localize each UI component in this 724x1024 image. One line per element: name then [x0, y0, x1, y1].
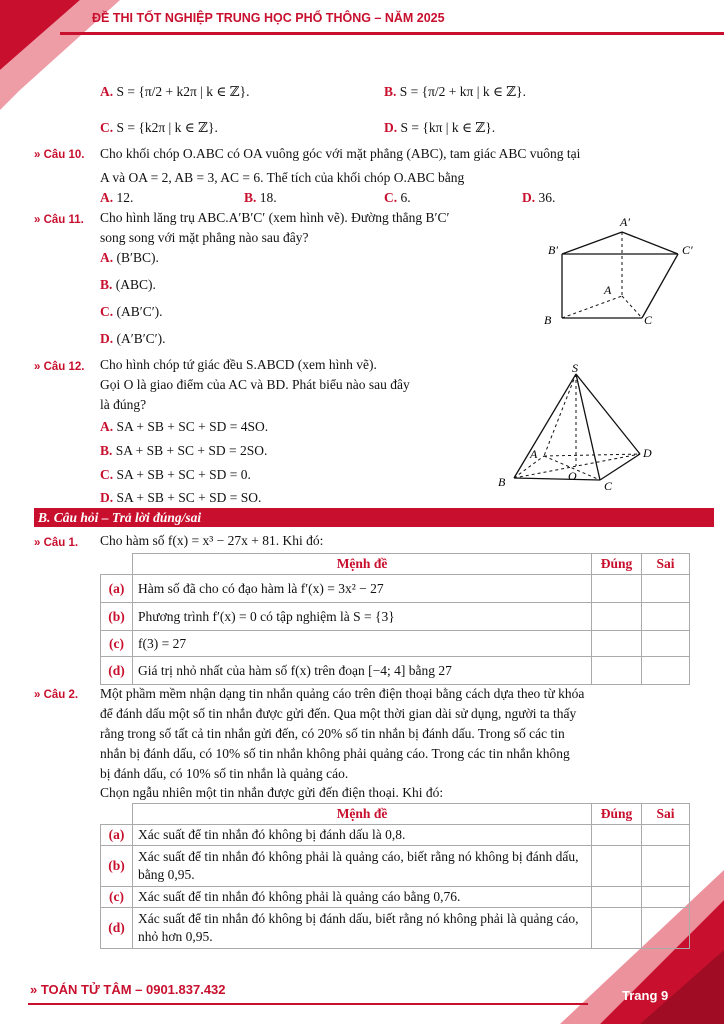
prism-label-c1: C′ [682, 243, 693, 257]
row-label: (c) [101, 631, 133, 657]
prism-figure [540, 212, 700, 328]
q10-option-d: D. 36. [522, 190, 556, 205]
header-title: ĐỀ THI TỐT NGHIỆP TRUNG HỌC PHỔ THÔNG – NĂM 2025 [92, 11, 445, 25]
section-b-title: B. Câu hỏi – Trả lời đúng/sai [34, 508, 714, 527]
b1-stem: Cho hàm số f(x) = x³ − 27x + 81. Khi đó: [100, 533, 324, 548]
row-label: (a) [101, 575, 133, 603]
header-rule [60, 32, 724, 35]
footer-author: » TOÁN TỬ TÂM – 0901.837.432 [30, 982, 226, 997]
true-cell[interactable] [592, 603, 642, 631]
row-statement: Phương trình f′(x) = 0 có tập nghiệm là S = {3} [133, 603, 592, 631]
false-cell[interactable] [642, 825, 690, 846]
b2-line-4: nhắn bị đánh dấu, có 10% số tin nhắn không phải quảng cáo. Trong các tin nhắn không [100, 746, 570, 761]
q10-option-a: A. 12. [100, 190, 134, 205]
table-row [101, 825, 690, 846]
false-cell[interactable] [642, 908, 690, 949]
q12-label: » Câu 12. [34, 361, 85, 373]
pyramid-label-d: D [643, 446, 652, 460]
q12-option-a: A. SA + SB + SC + SD = 4SO. [100, 419, 269, 434]
q10-line1: Cho khối chóp O.ABC có OA vuông góc với mặt phẳng (ABC), tam giác ABC vuông tại [100, 146, 581, 161]
false-cell[interactable] [642, 887, 690, 908]
footer-rule [28, 1003, 588, 1005]
false-cell[interactable] [642, 657, 690, 685]
true-cell[interactable] [592, 575, 642, 603]
prism-label-b: B [544, 313, 552, 327]
true-cell[interactable] [592, 631, 642, 657]
b2-line-1: Một phầm mềm nhận dạng tin nhắn quảng cáo trên điện thoại bằng cách dựa theo từ khóa [100, 686, 585, 701]
q11-label: » Câu 11. [34, 214, 84, 226]
q9-option-c: C. S = {k2π | k ∈ ℤ}. [100, 120, 218, 135]
q11-line2: song song với mặt phẳng nào sau đây? [100, 230, 309, 245]
b1-table [100, 553, 690, 685]
prism-label-a1: A′ [620, 215, 630, 229]
table-row [101, 908, 690, 949]
true-cell[interactable] [592, 887, 642, 908]
table-header-row [101, 554, 690, 575]
row-label: (b) [101, 846, 133, 887]
row-statement: Hàm số đã cho có đạo hàm là f′(x) = 3x² − 27 [133, 575, 592, 603]
false-cell[interactable] [642, 603, 690, 631]
b2-line-3: rằng trong số tất cả tin nhắn gửi đến, có 20% số tin nhắn bị đánh dấu. Trong số các tin [100, 726, 565, 741]
q11-option-a: A. (B′BC). [100, 250, 159, 265]
q12-line2: Gọi O là giao điểm của AC và BD. Phát biểu nào sau đây [100, 377, 410, 392]
b2-line-6: Chọn ngẫu nhiên một tin nhắn được gửi đến điện thoại. Khi đó: [100, 785, 444, 800]
table-row [101, 631, 690, 657]
q11-line1: Cho hình lăng trụ ABC.A′B′C′ (xem hình vẽ). Đường thẳng B′C′ [100, 210, 450, 225]
true-cell[interactable] [592, 657, 642, 685]
table-row [101, 575, 690, 603]
table-row [101, 846, 690, 887]
q12-option-b: B. SA + SB + SC + SD = 2SO. [100, 443, 268, 458]
page-number: Trang 9 [622, 988, 669, 1003]
row-statement: Giá trị nhỏ nhất của hàm số f(x) trên đoạn [−4; 4] bằng 27 [133, 657, 592, 685]
true-cell[interactable] [592, 846, 642, 887]
header-false: Sai [642, 804, 690, 825]
row-label: (d) [101, 657, 133, 685]
q9-option-a: A. S = {π/2 + k2π | k ∈ ℤ}. [100, 84, 250, 99]
b2-line-5: bị đánh dấu, có 10% số tin nhắn là quảng cáo. [100, 766, 349, 781]
pyramid-label-b: B [498, 475, 506, 489]
q12-line1: Cho hình chóp tứ giác đều S.ABCD (xem hình vẽ). [100, 357, 377, 372]
header-true: Đúng [592, 554, 642, 575]
true-cell[interactable] [592, 908, 642, 949]
row-statement: Xác suất để tin nhắn đó không phải là quảng cáo bằng 0,76. [133, 887, 592, 908]
q12-option-c: C. SA + SB + SC + SD = 0. [100, 467, 251, 482]
row-label: (b) [101, 603, 133, 631]
row-statement: Xác suất để tin nhắn đó không bị đánh dấu là 0,8. [133, 825, 592, 846]
false-cell[interactable] [642, 575, 690, 603]
q10-label: » Câu 10. [34, 149, 85, 161]
q12-option-d: D. SA + SB + SC + SD = SO. [100, 490, 262, 505]
q10-option-b: B. 18. [244, 190, 277, 205]
prism-label-b1: B′ [548, 243, 558, 257]
header-statement: Mệnh đề [133, 804, 592, 825]
q10-option-c: C. 6. [384, 190, 411, 205]
table-row [101, 603, 690, 631]
pyramid-figure [494, 362, 660, 496]
table-row [101, 657, 690, 685]
prism-label-a: A [604, 283, 612, 297]
row-label: (d) [101, 908, 133, 949]
pyramid-label-c: C [604, 479, 613, 493]
pyramid-label-a: A [530, 447, 538, 461]
row-statement: f(3) = 27 [133, 631, 592, 657]
q11-option-d: D. (A′B′C′). [100, 331, 166, 346]
q11-option-b: B. (ABC). [100, 277, 156, 292]
false-cell[interactable] [642, 846, 690, 887]
row-label: (a) [101, 825, 133, 846]
q9-option-d: D. S = {kπ | k ∈ ℤ}. [384, 120, 496, 135]
q9-option-b: B. S = {π/2 + kπ | k ∈ ℤ}. [384, 84, 527, 99]
prism-label-c: C [644, 313, 653, 327]
header-true: Đúng [592, 804, 642, 825]
header-false: Sai [642, 554, 690, 575]
false-cell[interactable] [642, 631, 690, 657]
table-header-row [101, 804, 690, 825]
row-label: (c) [101, 887, 133, 908]
pyramid-label-o: O [568, 469, 577, 483]
table-row [101, 887, 690, 908]
true-cell[interactable] [592, 825, 642, 846]
b1-label: » Câu 1. [34, 537, 79, 549]
b2-line-2: để đánh dấu một số tin nhắn được gửi đến. Qua một thời gian dài sử dụng, người ta thấy [100, 706, 577, 721]
row-statement: Xác suất để tin nhắn đó không bị đánh dấu, biết rằng nó không phải là quảng cáo, nhỏ hơn 0,95. [133, 908, 592, 949]
row-statement: Xác suất để tin nhắn đó không phải là quảng cáo, biết rằng nó không bị đánh dấu, bằng 0,95. [133, 846, 592, 887]
b2-label: » Câu 2. [34, 689, 79, 701]
b2-table [100, 803, 690, 949]
q12-line3: là đúng? [100, 397, 147, 412]
q10-line2: A và OA = 2, AB = 3, AC = 6. Thể tích của khối chóp O.ABC bằng [100, 170, 465, 185]
pyramid-label-s: S [572, 362, 578, 375]
q11-option-c: C. (AB′C′). [100, 304, 163, 319]
header-statement: Mệnh đề [133, 554, 592, 575]
